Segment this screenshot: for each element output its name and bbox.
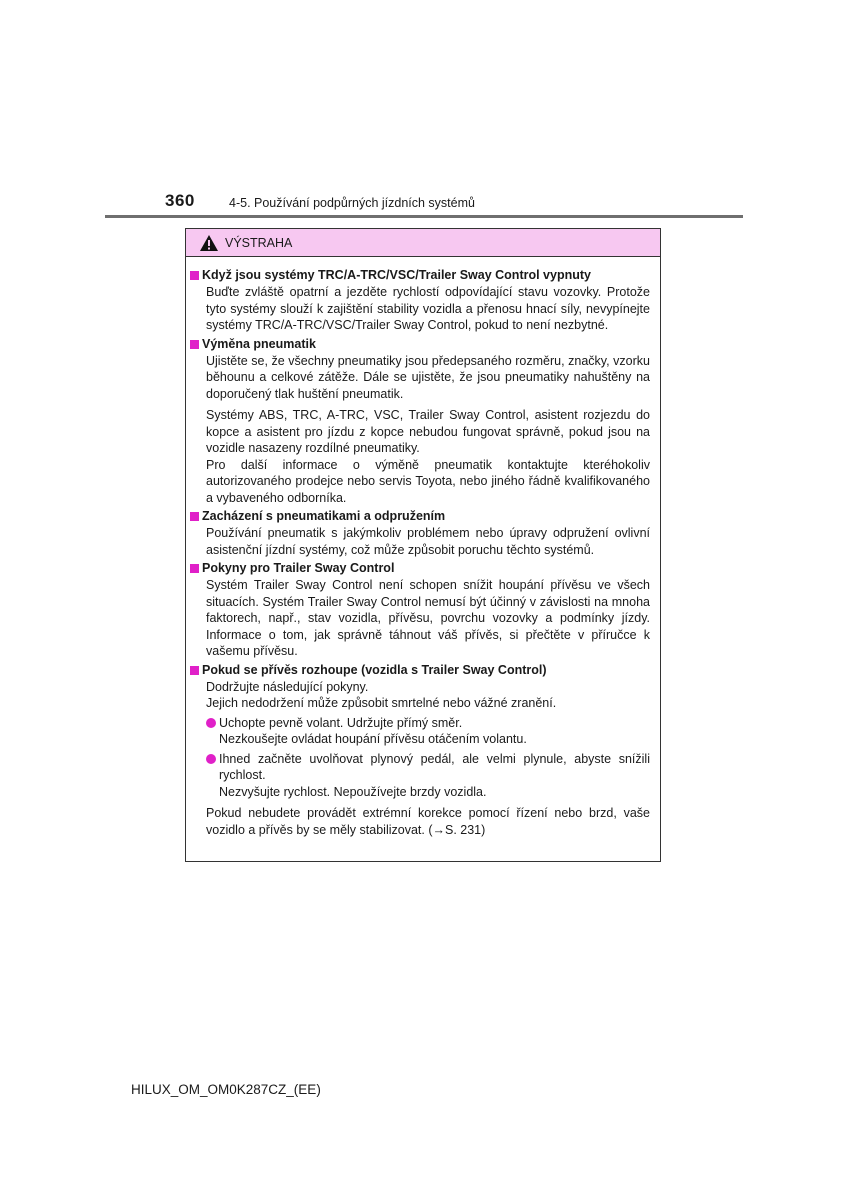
section-paragraph: Pro další informace o výměně pneumatik kontaktujte kteréhokoliv autorizovaného prodejce nebo servis Toyota, nebo jiného řádně kvalifikovaného a vybaveného odborníka.	[206, 457, 650, 505]
bullet-dot-icon	[206, 718, 216, 728]
section-marker-icon	[190, 564, 199, 573]
warning-title: VÝSTRAHA	[225, 235, 293, 250]
section-title: 4-5. Používání podpůrných jízdních systémů	[229, 196, 475, 210]
bullet-text: Ihned začněte uvolňovat plynový pedál, ale velmi plynule, abyste snížili rychlost.	[219, 751, 650, 782]
warning-content	[186, 257, 660, 838]
section-heading: Výměna pneumatik	[202, 336, 316, 351]
section-paragraph: Jejich nedodržení může způsobit smrtelné nebo vážné zranění.	[206, 696, 557, 710]
warning-section	[190, 662, 650, 839]
warning-section	[190, 560, 650, 660]
section-heading: Když jsou systémy TRC/A-TRC/VSC/Trailer Sway Control vypnuty	[202, 268, 591, 282]
section-paragraph: Systémy ABS, TRC, A-TRC, VSC, Trailer Sway Control, asistent rozjezdu do kopce a asistent pro jízdu z kopce nebudou fungovat správně, pokud jsou na vozidle nasazeny rozdílné pneumatiky.	[206, 408, 650, 455]
warning-section	[190, 267, 650, 334]
section-paragraph: Dodržujte následující pokyny.	[206, 679, 369, 694]
bullet-item	[206, 715, 650, 748]
warning-triangle-icon	[199, 234, 219, 252]
section-paragraph: Používání pneumatik s jakýmkoliv problémem nebo úpravy odpružení ovlivní asistenční jízdní systémy, což může způsobit poruchu těchto systémů.	[206, 526, 650, 557]
bullet-item	[206, 751, 650, 801]
header-divider	[105, 215, 743, 218]
section-marker-icon	[190, 340, 199, 349]
warning-header	[186, 229, 660, 257]
section-heading: Pokyny pro Trailer Sway Control	[202, 561, 395, 575]
section-marker-icon	[190, 512, 199, 521]
section-paragraph: Systém Trailer Sway Control není schopen snížit houpání přívěsu ve všech situacích. Systém Trailer Sway Control nemusí být účinný v závislosti na mnoha faktorech, např., stav vozidla, přívěsu, povrchu vozovky a podmínky jízdy. Informace o tom, jak správně táhnout váš přívěs, si přečtěte v příručce k vašemu přívěsu.	[206, 578, 650, 658]
bullet-subtext: Nezkoušejte ovládat houpání přívěsu otáčením volantu.	[219, 732, 527, 746]
page-number: 360	[165, 191, 195, 210]
warning-section	[190, 508, 650, 558]
bullet-text: Uchopte pevně volant. Udržujte přímý směr.	[219, 715, 463, 730]
document-code: HILUX_OM_OM0K287CZ_(EE)	[131, 1082, 321, 1097]
closing-paragraph: Pokud nebudete provádět extrémní korekce pomocí řízení nebo brzd, vaše vozidlo a přívěs by se měly stabilizovat. (→S. 231)	[206, 806, 650, 837]
section-heading: Pokud se přívěs rozhoupe (vozidla s Trailer Sway Control)	[202, 662, 547, 677]
bullet-dot-icon	[206, 754, 216, 764]
warning-section	[190, 336, 650, 507]
section-marker-icon	[190, 271, 199, 280]
section-heading: Zacházení s pneumatikami a odpružením	[202, 509, 446, 523]
section-paragraph: Buďte zvláště opatrní a jezděte rychlostí odpovídající stavu vozovky. Protože tyto systémy slouží k zajištění stability vozidla a přenosu hnací síly, nevypínejte systémy TRC/A-TRC/VSC/Trailer Sway Control, pokud to není nezbytné.	[206, 285, 650, 332]
section-marker-icon	[190, 666, 199, 675]
bullet-subtext: Nezvyšujte rychlost. Nepoužívejte brzdy vozidla.	[219, 784, 487, 799]
section-paragraph: Ujistěte se, že všechny pneumatiky jsou předepsaného rozměru, značky, vzorku běhounu a celkové zátěže. Dále se ujistěte, že jsou pneumatiky nahuštěny na doporučený tlak huštění pneumatik.	[206, 353, 650, 401]
warning-box	[185, 228, 661, 862]
